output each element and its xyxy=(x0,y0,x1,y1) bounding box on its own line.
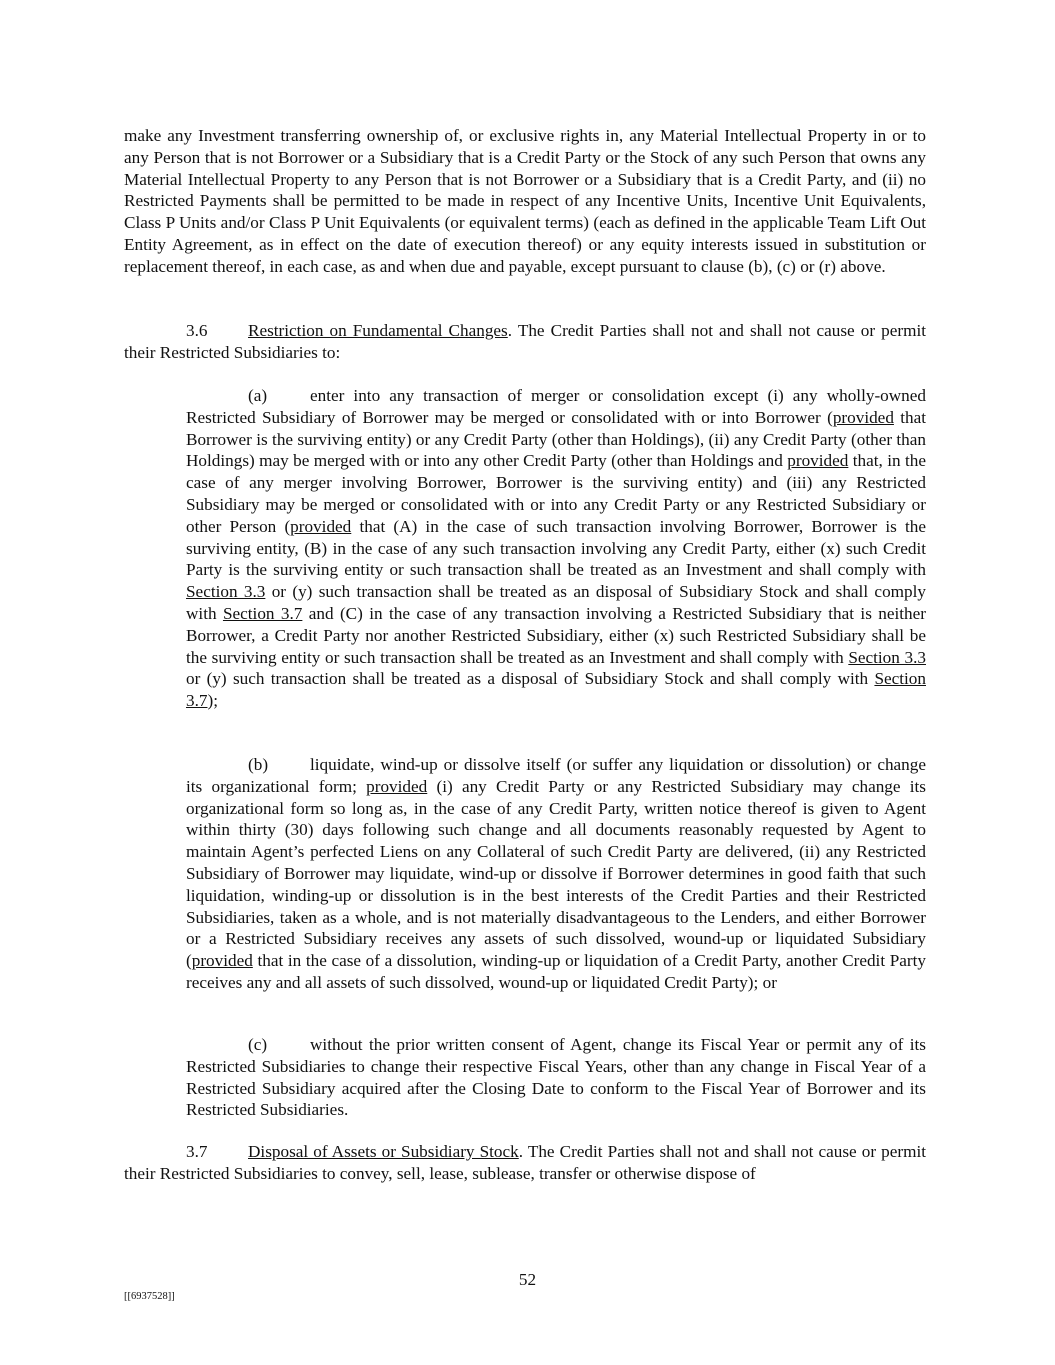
section-reference: Section 3.3 xyxy=(848,647,926,667)
provided-term: provided xyxy=(366,776,428,796)
clause-text: without the prior written consent of Agent, change its Fiscal Year or permit any of its Restricted Subsidiaries to change their respective Fiscal Years, other than any change in Fiscal Year of a Restricted Subsidiary acquired after the Closing Date to conform to the Fiscal Year of Borrower and its Restricted Subsidiaries. xyxy=(186,1035,926,1120)
clause-label: (c) xyxy=(248,1035,268,1054)
section-3-7-paragraph xyxy=(124,1141,926,1185)
clause-text: or (y) such transaction shall be treated as an disposal of Subsidiary Stock and shall comply with xyxy=(186,582,926,623)
section-intro: . The Credit Parties shall not and shall not cause or permit their Restricted Subsidiaries to: xyxy=(124,321,927,362)
provided-term: provided xyxy=(787,451,849,471)
clause-text: and (C) in the case of any transaction involving a Restricted Subsidiary that is neither Borrower, a Credit Party nor another Restricted Subsidiary, either (x) such Restricted Subsidiary shall be the surviving entity or such transaction shall be treated as an Investment and shall comply with xyxy=(186,603,926,667)
clause-text: or (y) such transaction shall be treated as a disposal of Subsidiary Stock and shall comply with xyxy=(186,669,875,689)
section-number: 3.7 xyxy=(186,1142,208,1161)
clause-text: that (A) in the case of such transaction involving Borrower, Borrower is the surviving entity, (B) in the case of any such transaction involving any Credit Party, either (x) such Credit Party is the surviving entity or such transaction shall be treated as an Investment and shall comply with xyxy=(186,516,926,580)
document-id: [[6937528]] xyxy=(124,1291,175,1302)
provided-term: provided xyxy=(832,407,894,427)
section-3-6-paragraph xyxy=(124,320,926,364)
provided-term: provided xyxy=(290,516,352,536)
section-heading: Restriction on Fundamental Changes xyxy=(248,321,508,340)
clause-text: that in the case of a dissolution, winding-up or liquidation of a Credit Party, another Credit Party receives any and all assets of such dissolved, wound-up or liquidated Credit Party); or xyxy=(186,951,926,992)
section-reference: Section 3.3 xyxy=(186,582,266,602)
clause-text: that, in the case of any merger involving Borrower, Borrower is the surviving entity) and (iii) any Restricted Subsidiary may be merged or consolidated with or into any Credit Party or any Restricted Subsidiary or other Person ( xyxy=(186,451,926,536)
clause-text: enter into any transaction of merger or consolidation except (i) any wholly-owned Restricted Subsidiary of Borrower may be merged or consolidated with or into Borrower ( xyxy=(186,386,926,427)
continuation-text: make any Investment transferring ownership of, or exclusive rights in, any Material Intellectual Property in or to any Person that is not Borrower or a Subsidiary that is a Credit Party or the Stock of any such Person that owns any Material Intellectual Property to any Person that is not Borrower or a Subsidiary that is a Credit Party, and (ii) no Restricted Payments shall be permitted to be made in respect of any Incentive Units, Incentive Unit Equivalents, Class P Units and/or Class P Unit Equivalents (or equivalent terms) (each as defined in the applicable Team Lift Out Entity Agreement, as in effect on the date of execution thereof) or any equity interests issued in substitution or replacement thereof, in each case, as and when due and payable, except pursuant to clause (b), (c) or (r) above. xyxy=(124,126,926,276)
section-reference: Section 3.7 xyxy=(186,669,926,711)
clause-c-paragraph xyxy=(186,1034,926,1121)
provided-term: provided xyxy=(191,951,253,971)
clause-label: (b) xyxy=(248,755,269,774)
clause-a-paragraph xyxy=(186,385,926,712)
section-number: 3.6 xyxy=(186,321,208,340)
page-number: 52 xyxy=(518,1270,537,1289)
section-intro: . The Credit Parties shall not and shall not cause or permit their Restricted Subsidiaries to convey, sell, lease, sublease, transfer or otherwise dispose of xyxy=(124,1142,927,1183)
clause-text: ); xyxy=(207,691,218,711)
clause-text: (i) any Credit Party or any Restricted Subsidiary may change its organizational form so long as, in the case of any Credit Party, written notice thereof is given to Agent within thirty (30) days following such change and all documents reasonably requested by Agent to maintain Agent’s perfected Liens on any Collateral of such Credit Party are delivered, (ii) any Restricted Subsidiary of Borrower may liquidate, wind-up or dissolve if Borrower determines in good faith that such liquidation, winding-up or dissolution is in the best interests of the Credit Parties and their Restricted Subsidiaries, taken as a whole, and is not materially disadvantageous to the Lenders, and either Borrower or a Restricted Subsidiary receives any assets of such dissolved, wound-up or liquidated Subsidiary ( xyxy=(186,776,926,971)
clause-label: (a) xyxy=(248,386,268,405)
section-reference: Section 3.7 xyxy=(222,603,303,623)
clause-text: that Borrower is the surviving entity) or any Credit Party (other than Holdings), (ii) any Credit Party (other than Holdings) may be merged with or into any other Credit Party (other than Holdings and xyxy=(186,407,927,471)
continuation-paragraph xyxy=(124,125,926,278)
clause-text: liquidate, wind-up or dissolve itself (or suffer any liquidation or dissolution) or change its organizational form; xyxy=(186,755,926,796)
section-heading: Disposal of Assets or Subsidiary Stock xyxy=(248,1142,519,1161)
clause-b-paragraph xyxy=(186,754,926,994)
